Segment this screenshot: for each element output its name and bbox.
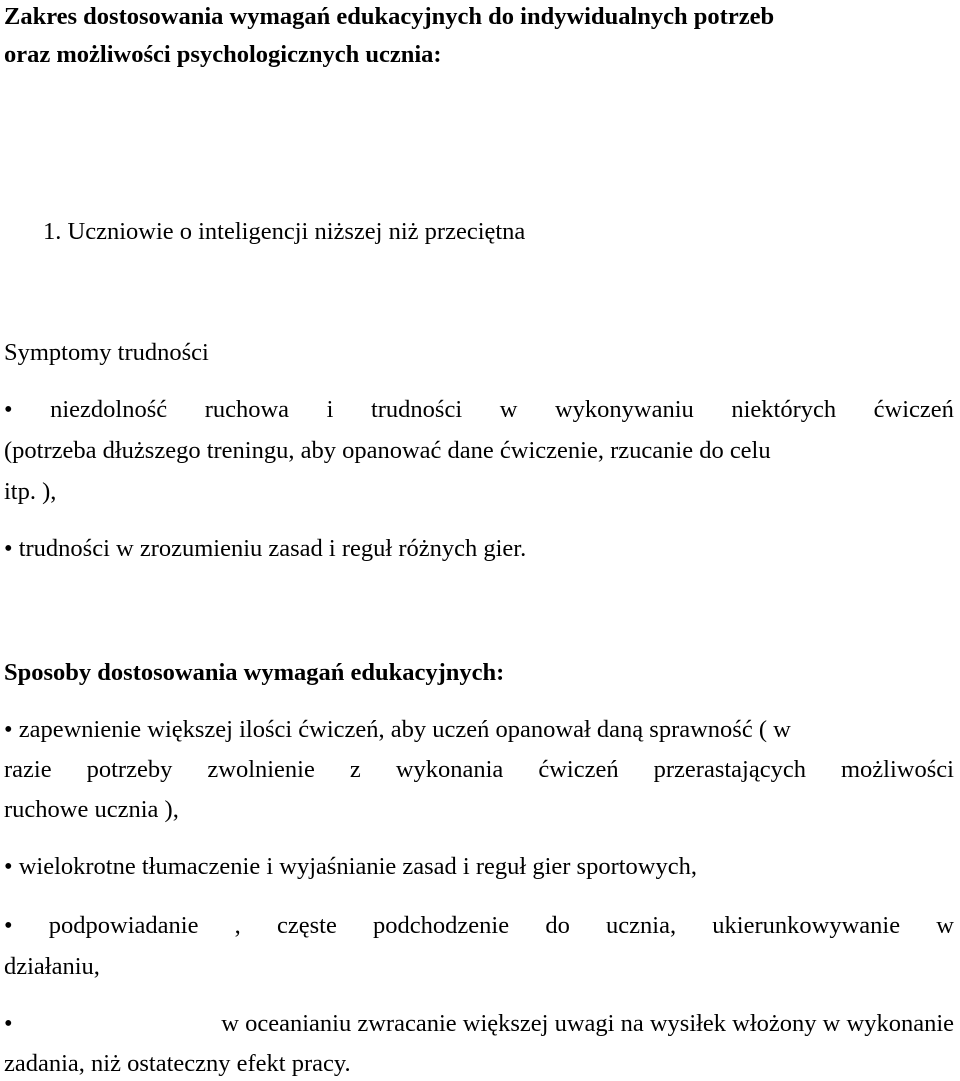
symptom-item-2: • trudności w zrozumieniu zasad i reguł różnych gier. [4,535,527,562]
word: podchodzenie [373,912,510,939]
word: , [234,912,241,939]
word: przerastających [653,756,806,783]
word: możliwości [841,756,954,783]
document-title-line-1: Zakres dostosowania wymagań edukacyjnych do indywidualnych potrzeb [4,3,775,30]
symptom-item-1-line-2: (potrzeba dłuższego treningu, aby opanować dane ćwiczenie, rzucanie do celu [4,437,771,464]
bullet: • [4,912,13,939]
method-item-3-line-2: działaniu, [4,953,100,980]
word: potrzeby [86,756,173,783]
word: w [499,396,518,423]
method-item-4-line-1 [4,1012,954,1037]
word: ruchowa [204,396,290,423]
word: trudności [370,396,463,423]
symptoms-heading: Symptomy trudności [4,339,209,366]
method-item-2: • wielokrotne tłumaczenie i wyjaśnianie zasad i reguł gier sportowych, [4,853,697,880]
symptom-item-1-line-3: itp. ), [4,478,57,505]
method-item-1-line-1: • zapewnienie większej ilości ćwiczeń, aby uczeń opanował daną sprawność ( w [4,716,791,743]
word: do [545,912,570,939]
method-item-3-line-1 [4,914,954,939]
word: wykonywaniu [554,396,694,423]
word: ćwiczeń [873,396,954,423]
word: ucznia, [606,912,677,939]
word: podpowiadanie [48,912,199,939]
word: częste [277,912,337,939]
method-item-1-line-3: ruchowe ucznia ), [4,796,179,823]
methods-heading: Sposoby dostosowania wymagań edukacyjnych: [4,659,505,686]
bullet: • [4,1010,13,1037]
method-item-1-line-2 [4,758,954,783]
word: ćwiczeń [538,756,619,783]
word: i [326,396,334,423]
word: ukierunkowywanie [712,912,901,939]
word: z [349,756,361,783]
bullet: • [4,396,13,423]
method-item-4-line-2: zadania, niż ostateczny efekt pracy. [4,1050,351,1077]
word: w [936,912,954,939]
word: w oceanianiu zwracanie większej uwagi na wysiłek włożony w wykonanie [221,1010,954,1037]
word: zwolnienie [207,756,315,783]
word: niezdolność [50,396,168,423]
section-heading: 1. Uczniowie o inteligencji niższej niż przeciętna [43,218,526,245]
word: niektórych [731,396,837,423]
document-title-line-2: oraz możliwości psychologicznych ucznia: [4,41,442,68]
symptom-item-1-line-1 [4,398,954,423]
word: wykonania [395,756,504,783]
word: razie [4,756,52,783]
